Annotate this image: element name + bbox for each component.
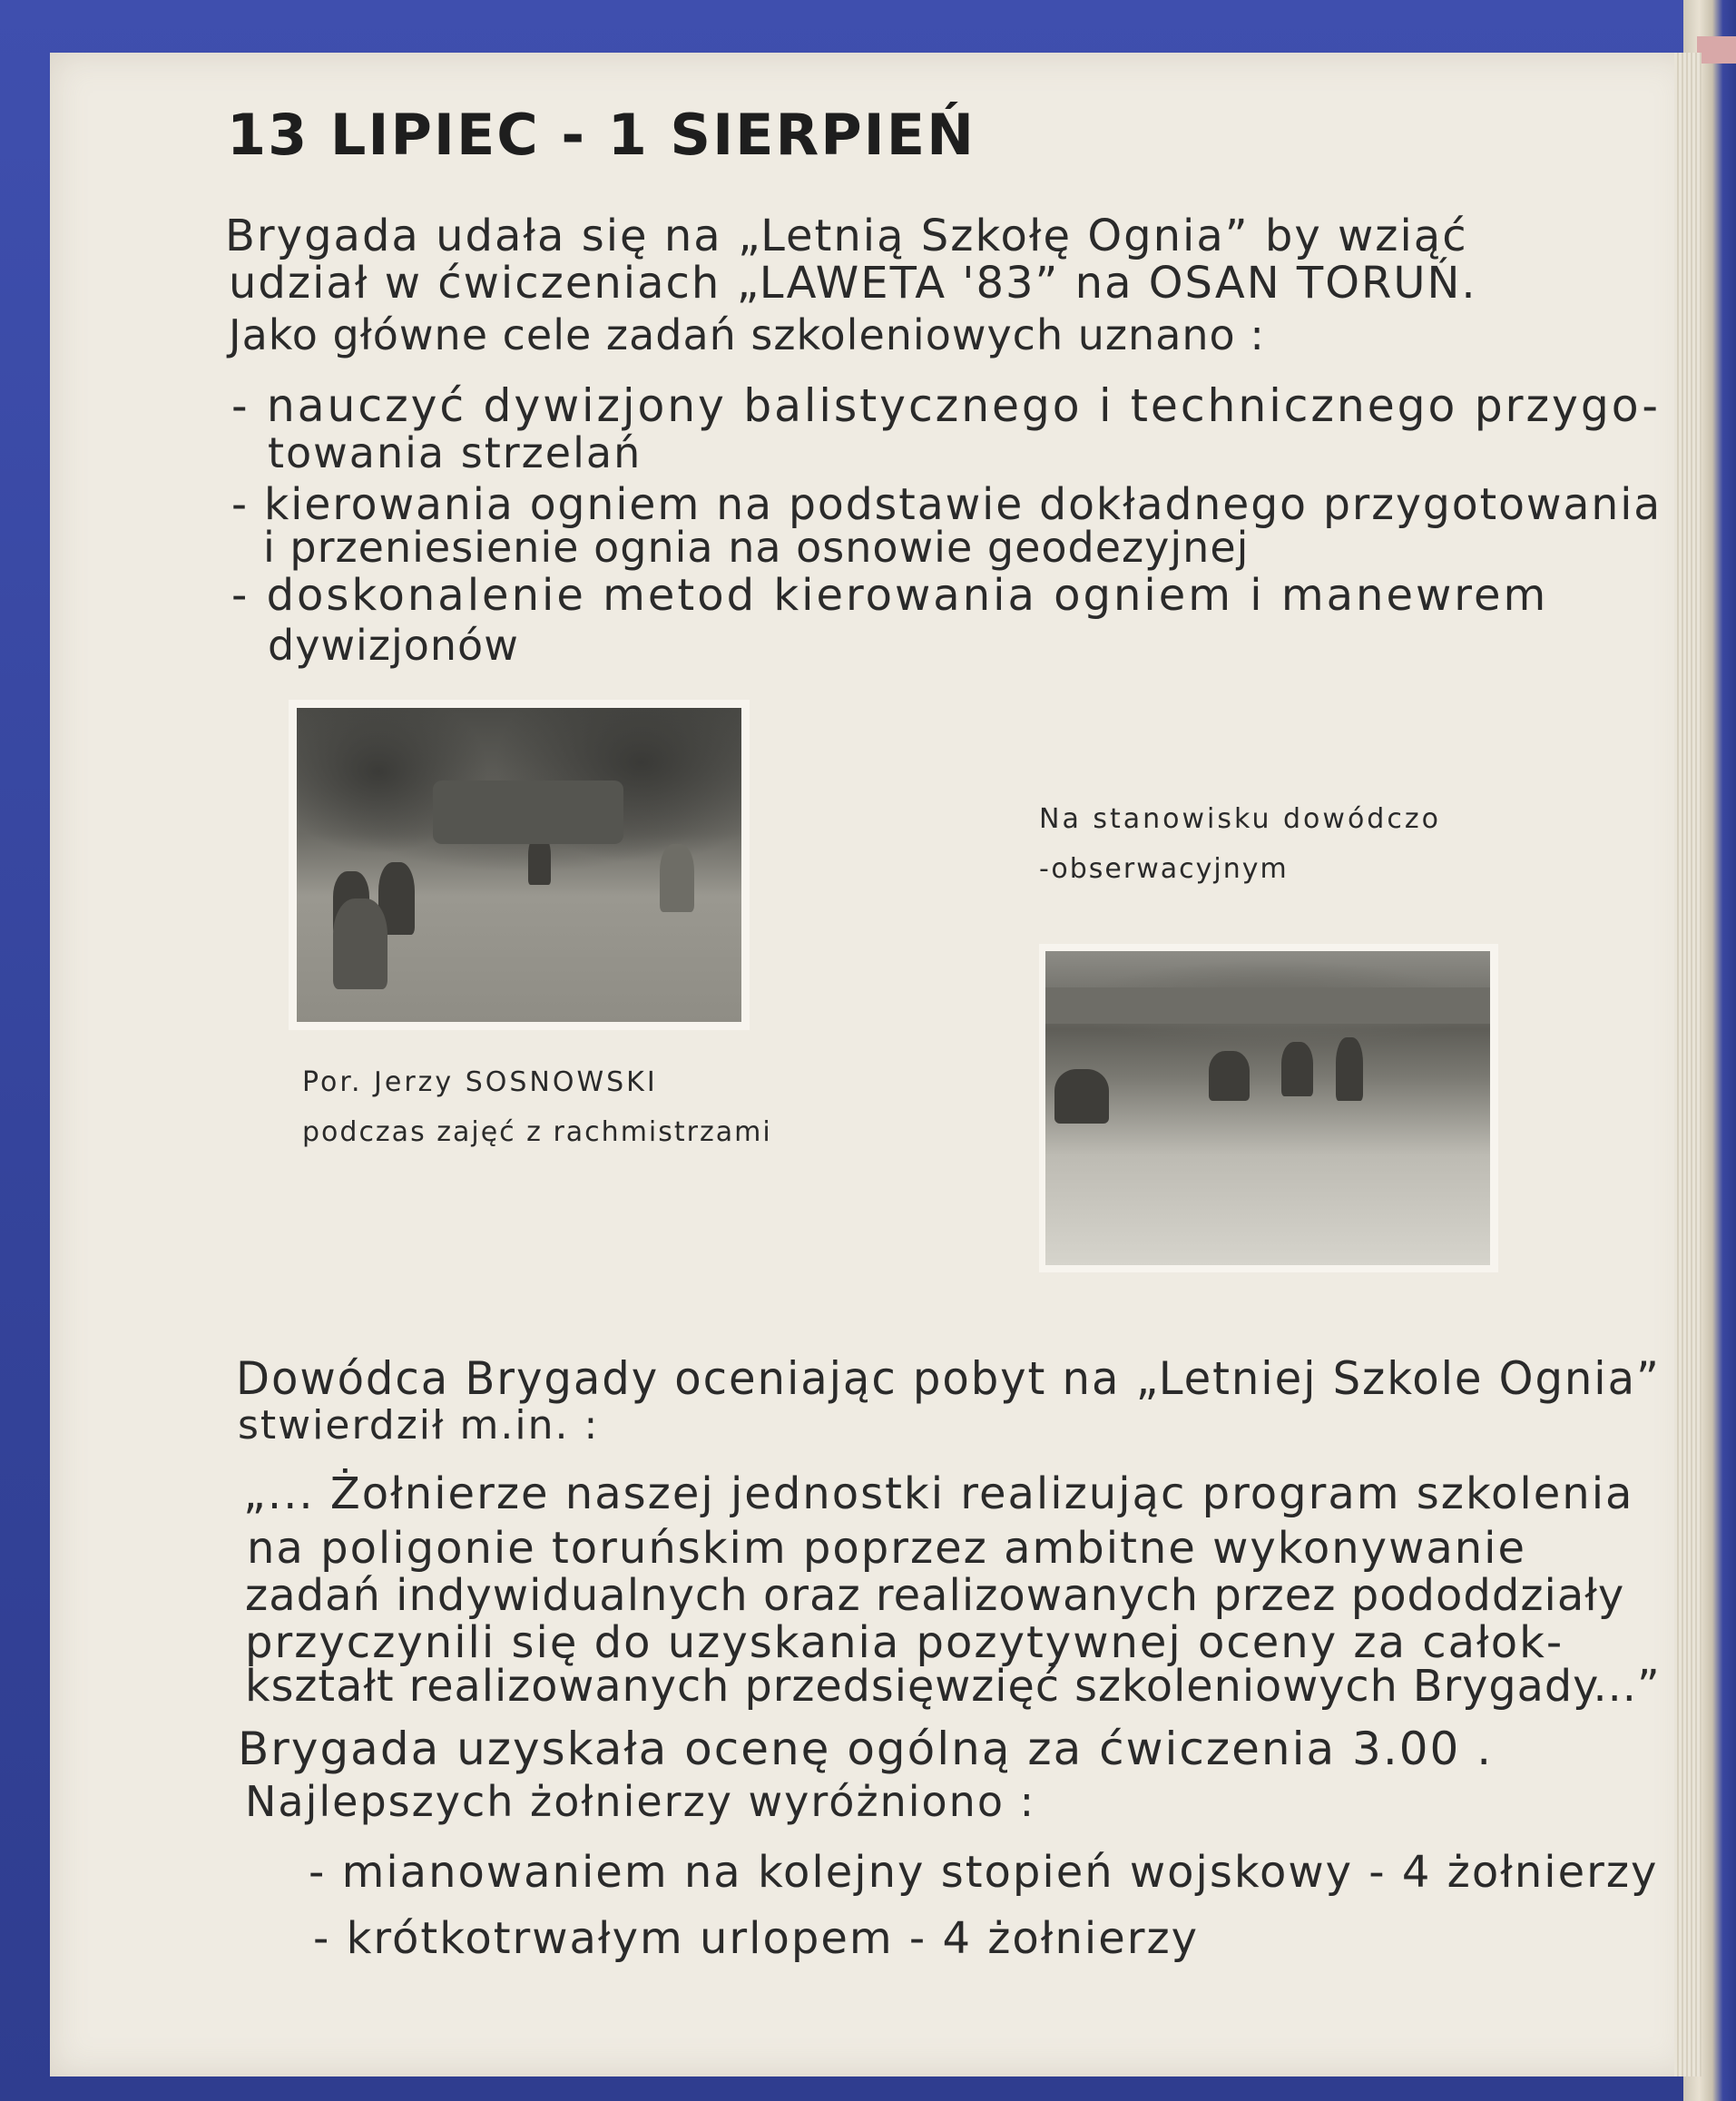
assessment-line-2: stwierdził m.in. :	[238, 1402, 600, 1448]
intro-line-3: Jako główne cele zadań szkoleniowych uznano :	[229, 310, 1265, 359]
goal-2-line-1: - kierowania ogniem na podstawie dokładnego przygotowania	[231, 479, 1662, 530]
caption-right-line-2: -obserwacyjnym	[1039, 853, 1289, 885]
quote-line-1: „... Żołnierze naszej jednostki realizując program szkolenia	[243, 1468, 1634, 1519]
quote-line-4: przyczynili się do uzyskania pozytywnej oceny za całok-	[245, 1617, 1564, 1668]
caption-left-line-1: Por. Jerzy SOSNOWSKI	[302, 1066, 658, 1098]
caption-right-line-1: Na stanowisku dowódczo	[1039, 803, 1441, 835]
award-line-2: - krótkotrwałym urlopem - 4 żołnierzy	[313, 1913, 1200, 1964]
page-tab	[1697, 36, 1736, 64]
result-line-2: Najlepszych żołnierzy wyróżniono :	[245, 1777, 1036, 1826]
page-stack-edge	[1674, 53, 1702, 2076]
goal-2-line-2: i przeniesienie ognia na osnowie geodezyjnej	[263, 523, 1250, 572]
result-line-1: Brygada uzyskała ocenę ogólną za ćwiczenia 3.00 .	[238, 1723, 1494, 1775]
intro-line-2: udział w ćwiczeniach „LAWETA '83” na OSAN TORUŃ.	[229, 258, 1477, 309]
intro-line-1: Brygada udała się na „Letnią Szkołę Ognia” by wziąć	[225, 211, 1468, 261]
page-title: 13 LIPIEC - 1 SIERPIEŃ	[227, 102, 976, 168]
quote-line-3: zadań indywidualnych oraz realizowanych przez pododdziały	[245, 1570, 1625, 1621]
goal-3-line-2: dywizjonów	[268, 621, 519, 670]
photo-command-post	[1045, 951, 1490, 1265]
quote-line-2: na poligonie toruńskim poprzez ambitne wykonywanie	[247, 1523, 1527, 1574]
photo-officer-with-calculators	[297, 708, 741, 1022]
award-line-1: - mianowaniem na kolejny stopień wojskowy - 4 żołnierzy	[309, 1847, 1659, 1898]
caption-left-line-2: podczas zajęć z rachmistrzami	[302, 1116, 772, 1148]
goal-3-line-1: - doskonalenie metod kierowania ogniem i manewrem	[231, 570, 1549, 621]
goal-1-line-1: - nauczyć dywizjony balistycznego i technicznego przygo-	[231, 379, 1661, 432]
goal-1-line-2: towania strzelań	[268, 428, 642, 477]
assessment-line-1: Dowódca Brygady oceniając pobyt na „Letniej Szkole Ognia”	[236, 1352, 1661, 1405]
quote-line-5: kształt realizowanych przedsięwzięć szkoleniowych Brygady...”	[245, 1661, 1661, 1712]
